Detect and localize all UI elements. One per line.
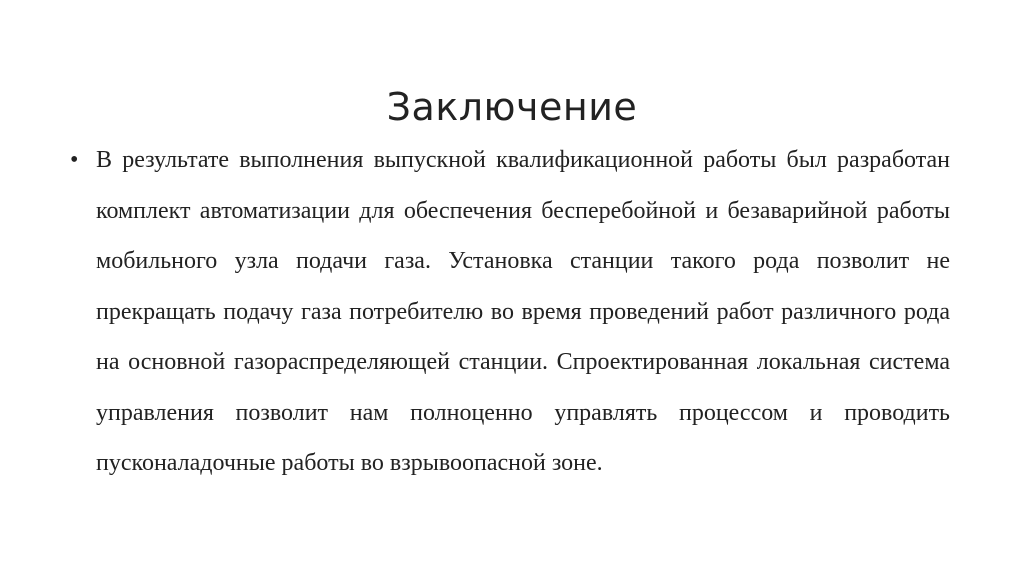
bullet-icon: • <box>70 147 79 173</box>
slide-title: Заключение <box>386 85 638 130</box>
slide-body <box>70 135 950 489</box>
bullet-text: В результате выполнения выпускной квалификационной работы был разработан комплект автоматизации для обеспечения бесперебойной и безаварийной работы мобильного узла подачи газа. Установка станции такого рода позволит не прекращать подачу газа потребителю во время проведений работ различного рода на основной газораспределяющей станции. Спроектированная локальная система управления позволит нам полноценно управлять процессом и проводить пусконаладочные работы во взрывоопасной зоне. <box>96 147 950 476</box>
bullet-item <box>70 135 950 489</box>
